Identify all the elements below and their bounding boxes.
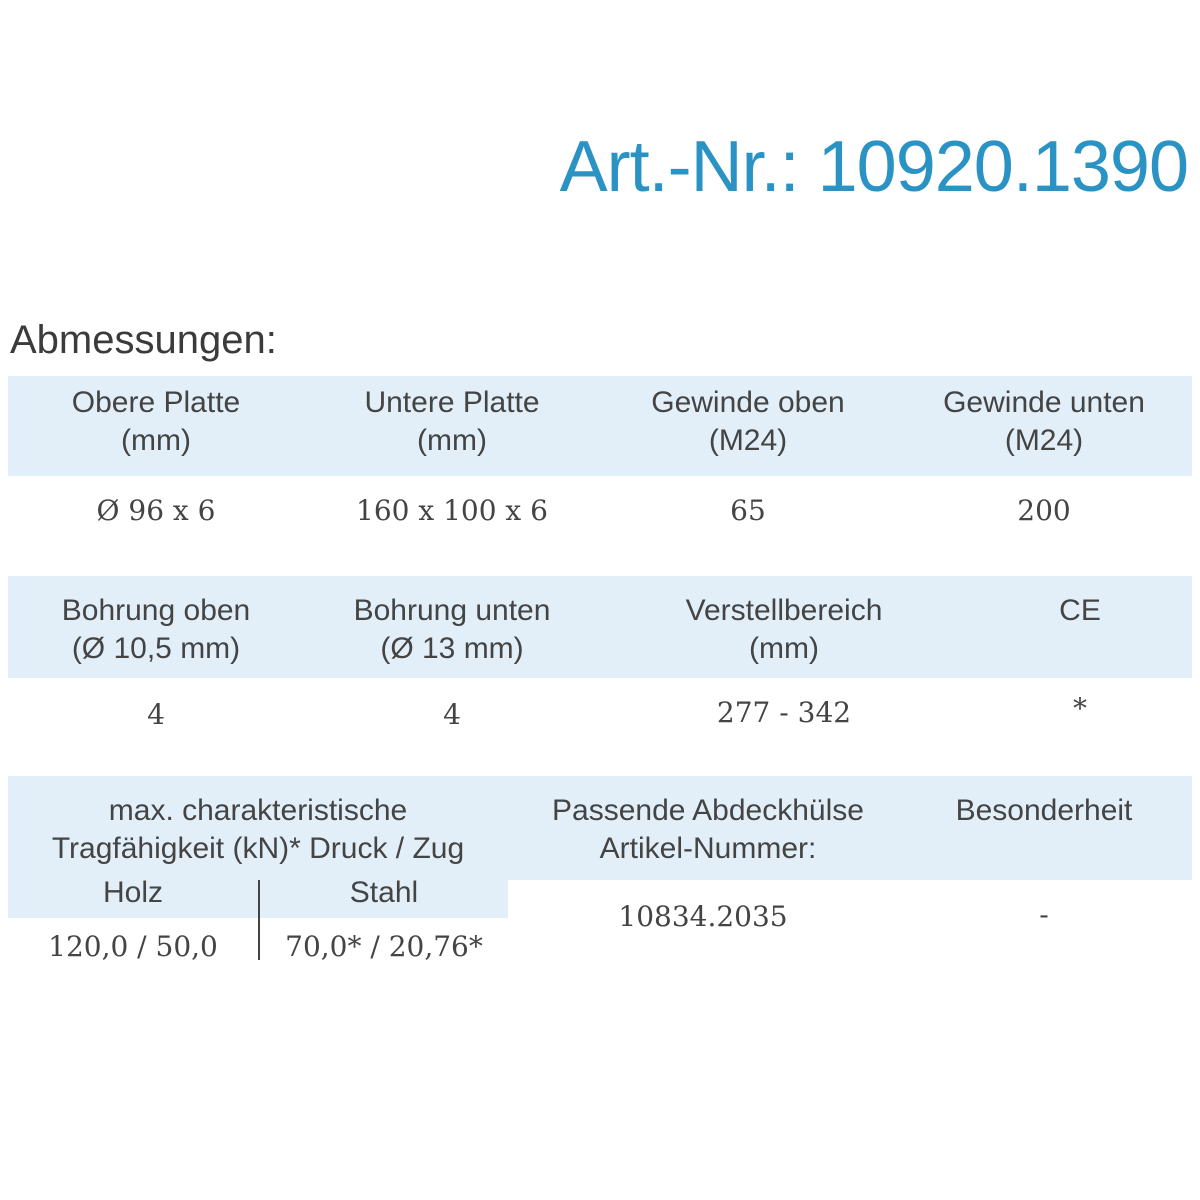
table2-header-bohrung-unten	[304, 592, 600, 668]
header-line: (mm)	[749, 632, 819, 665]
table3-subheader-stahl: Stahl	[349, 876, 419, 909]
table1-header-gewinde-oben	[600, 384, 896, 460]
table1-header-gewinde-unten	[896, 384, 1192, 460]
table3-value-stahl: 70,0* / 20,76*	[285, 930, 483, 963]
header-line: CE	[1059, 594, 1101, 627]
table3-value-holz: 120,0 / 50,0	[48, 930, 218, 963]
header-line: Tragfähigkeit (kN)* Druck / Zug	[51, 832, 465, 865]
table2-value-bohrung-unten: 4	[443, 698, 461, 731]
header-line: Gewinde unten	[943, 386, 1145, 419]
table2-header-ce	[932, 592, 1200, 630]
table1-value-gewinde-oben: 65	[730, 494, 766, 527]
table3-subheader-holz: Holz	[102, 876, 163, 909]
table2-header-bohrung-oben	[8, 592, 304, 668]
header-line: (mm)	[121, 424, 191, 457]
header-line: Passende Abdeckhülse	[552, 794, 864, 827]
table2-value-verstellbereich: 277 - 342	[716, 696, 852, 729]
table3-value-besonderheit: -	[1039, 898, 1049, 931]
table1-header-untere-platte	[304, 384, 600, 460]
header-line: Bohrung oben	[61, 594, 251, 627]
table1-value-obere-platte: Ø 96 x 6	[96, 494, 216, 527]
section-title: Abmessungen:	[10, 318, 277, 362]
header-line: Obere Platte	[71, 386, 241, 419]
table3-value-abdeckhuelse: 10834.2035	[618, 900, 788, 933]
table3-header-tragfaehigkeit	[8, 792, 508, 868]
header-line: (M24)	[708, 424, 788, 457]
header-line: Untere Platte	[364, 386, 540, 419]
header-line: max. charakteristische	[108, 794, 408, 827]
header-line: Gewinde oben	[651, 386, 845, 419]
table2-value-bohrung-oben: 4	[147, 698, 165, 731]
table3-header-besonderheit: Besonderheit	[955, 794, 1133, 827]
table2-value-ce: *	[1073, 692, 1087, 725]
article-number: Art.-Nr.: 10920.1390	[559, 127, 1188, 207]
table1-header-obere-platte	[8, 384, 304, 460]
header-line: (M24)	[1004, 424, 1084, 457]
table1-value-gewinde-unten: 200	[1017, 494, 1071, 527]
header-line: Bohrung unten	[353, 594, 551, 627]
table3-header-abdeckhuelse	[508, 792, 908, 868]
table2-header-verstellbereich	[636, 592, 932, 668]
header-line: (mm)	[417, 424, 487, 457]
header-line: Artikel-Nummer:	[599, 832, 817, 865]
header-line: (Ø 13 mm)	[380, 632, 524, 665]
header-line: Verstellbereich	[685, 594, 883, 627]
table1-value-untere-platte: 160 x 100 x 6	[356, 494, 548, 527]
header-line: (Ø 10,5 mm)	[71, 632, 241, 665]
